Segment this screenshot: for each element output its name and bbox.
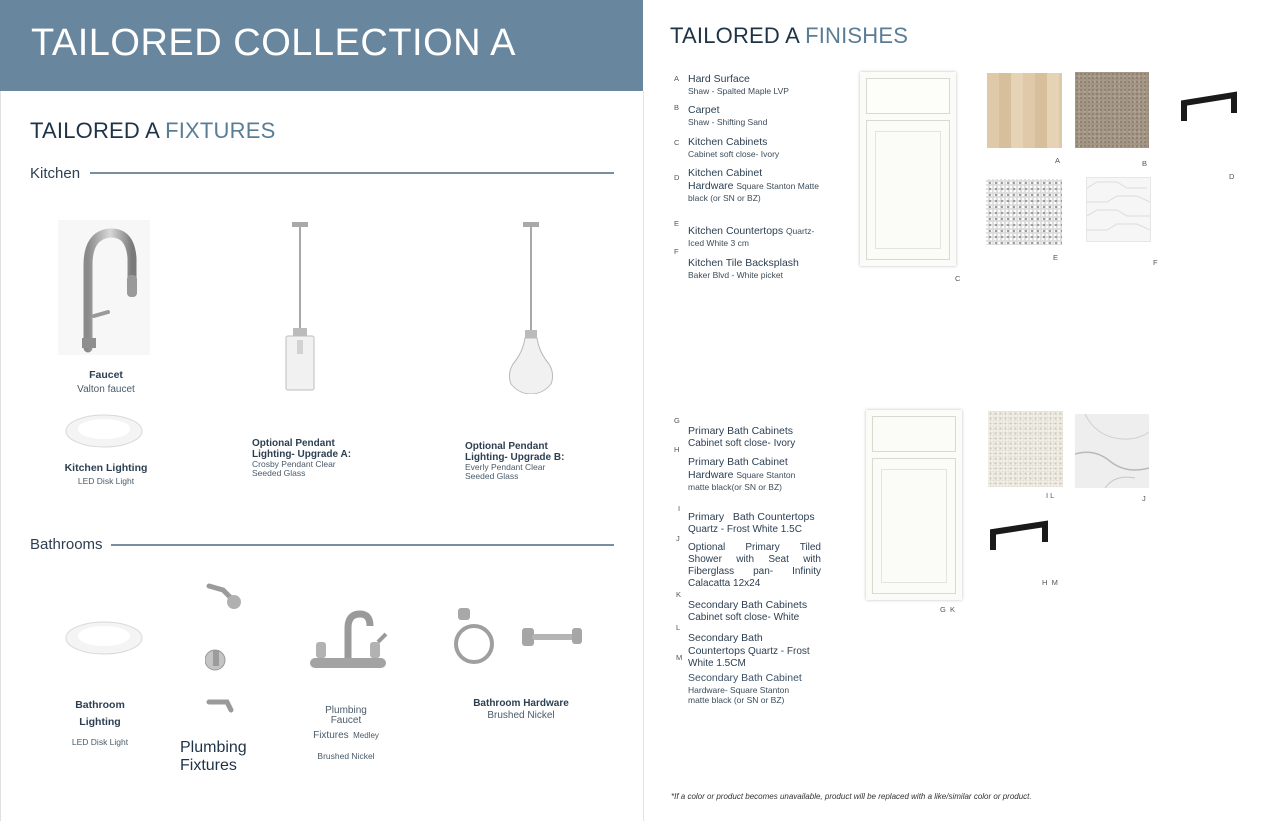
- finish-item-m: Secondary Bath Cabinet Hardware- Square Stanton matte black (or SN or BZ): [688, 672, 802, 705]
- finish-item-j: Optional Primary Tiled Shower with Seat with Fiberglass pan- Infinity Calacatta 12x24: [688, 542, 821, 589]
- swatch-letter-hm: H M: [1042, 578, 1058, 587]
- finish-letter-a: A: [674, 74, 680, 83]
- page-divider: [643, 91, 644, 821]
- bath-cabinet-panel-inner: [881, 469, 947, 583]
- bath-cabinet-door-swatch: [866, 410, 962, 600]
- bath-lighting-caption: Bathroom Lighting LED Disk Light: [71, 699, 129, 747]
- swatch-letter-f: F: [1153, 258, 1158, 267]
- pendant-a-image: [280, 222, 320, 392]
- swatch-letter-gk: G K: [940, 605, 956, 614]
- swatch-letter-j: J: [1142, 494, 1146, 503]
- bath-cabinet-panel-outer: [872, 458, 956, 594]
- primary-countertop-swatch: [988, 411, 1063, 487]
- calacatta-tile-swatch: [1075, 414, 1149, 488]
- faucet-caption: Faucet Valton faucet: [77, 369, 135, 395]
- finish-letter-i: I: [678, 504, 681, 513]
- fixtures-title: TAILORED A FIXTURES: [30, 118, 276, 143]
- cabinet-drawer: [866, 78, 950, 114]
- swatch-letter-il: I L: [1046, 491, 1055, 500]
- disclaimer-note: *If a color or product becomes unavailable, product will be replaced with a like/similar color or product.: [671, 792, 1032, 801]
- bath-hardware-image: [450, 606, 590, 672]
- bath-hardware-caption: Bathroom Hardware Brushed Nickel: [473, 698, 569, 721]
- finish-item-e: Kitchen Countertops Quartz- Iced White 3 cm: [688, 225, 815, 248]
- finish-item-b: Carpet Shaw - Shifting Sand: [688, 104, 768, 127]
- swatch-letter-a: A: [1055, 156, 1061, 165]
- pendant-a-caption: Optional Pendant Lighting- Upgrade A: Crosby Pendant Clear Seeded Glass: [252, 438, 352, 478]
- pendant-b-caption: Optional Pendant Lighting- Upgrade B: Everly Pendant Clear Seeded Glass: [465, 441, 565, 481]
- swatch-letter-d: D: [1229, 172, 1235, 181]
- swatch-letter-e: E: [1053, 253, 1059, 262]
- faucet-image: [58, 220, 150, 355]
- finish-item-a: Hard Surface Shaw - Spalted Maple LVP: [688, 73, 789, 96]
- finish-letter-l: L: [676, 623, 681, 632]
- bath-cabinet-pull-swatch: [988, 518, 1050, 554]
- backsplash-swatch: [1086, 177, 1151, 242]
- finish-item-c: Kitchen Cabinets Cabinet soft close- Ivory: [688, 136, 780, 159]
- kitchen-cabinet-door-swatch: [860, 72, 956, 266]
- page-left-border: [0, 91, 1, 821]
- bathrooms-heading: Bathrooms: [30, 536, 103, 553]
- bath-faucet-caption: Plumbing Faucet Fixtures Medley Brushed Nickel: [313, 705, 379, 761]
- finish-letter-k: K: [676, 590, 682, 599]
- plumbing-fixtures-caption: Plumbing Fixtures: [180, 739, 247, 774]
- kitchen-disk-light-image: [64, 413, 144, 449]
- finish-item-i: Primary Bath Countertops Quartz - Frost White 1.5C: [688, 511, 815, 535]
- kitchen-lighting-caption: Kitchen Lighting LED Disk Light: [64, 462, 148, 486]
- kitchen-rule: [90, 172, 614, 174]
- finish-item-h: Primary Bath Cabinet Hardware Square Stanton matte black(or SN or BZ): [688, 456, 796, 492]
- cabinet-panel-inner: [875, 131, 941, 249]
- finish-letter-h: H: [674, 445, 680, 454]
- swatch-letter-c: C: [955, 274, 961, 283]
- plumbing-fixtures-image: [205, 578, 245, 718]
- bath-faucet-image: [308, 606, 388, 676]
- finish-letter-g: G: [674, 416, 680, 425]
- finish-letter-b: B: [674, 103, 680, 112]
- bath-disk-light-image: [64, 620, 144, 656]
- carpet-swatch: [1075, 72, 1149, 148]
- finish-letter-j: J: [676, 534, 680, 543]
- finish-letter-e: E: [674, 219, 680, 228]
- finish-letter-f: F: [674, 247, 679, 256]
- finish-item-k: Secondary Bath Cabinets Cabinet soft close- White: [688, 599, 808, 623]
- swatch-letter-b: B: [1142, 159, 1148, 168]
- pendant-b-image: [505, 222, 557, 394]
- cabinet-pull-swatch: [1180, 91, 1238, 125]
- finish-item-f: Kitchen Tile Backsplash Baker Blvd - White picket: [688, 257, 799, 280]
- collection-title: TAILORED COLLECTION A: [31, 22, 516, 64]
- finish-item-d: Kitchen Cabinet Hardware Square Stanton Matte black (or SN or BZ): [688, 167, 820, 203]
- finish-letter-m: M: [676, 653, 683, 662]
- kitchen-heading: Kitchen: [30, 165, 81, 182]
- kitchen-countertop-swatch: [986, 179, 1062, 245]
- cabinet-panel-outer: [866, 120, 950, 260]
- finish-item-l: Secondary Bath Countertops Quartz - Frost White 1.5CM: [688, 632, 810, 669]
- finish-letter-d: D: [674, 173, 680, 182]
- hard-surface-swatch: [987, 73, 1062, 148]
- bathrooms-rule: [111, 544, 614, 546]
- finish-letter-c: C: [674, 138, 680, 147]
- finish-item-g: Primary Bath Cabinets Cabinet soft close- Ivory: [688, 425, 796, 449]
- finishes-title: TAILORED A FINISHES: [670, 23, 909, 48]
- bath-cabinet-drawer: [872, 416, 956, 452]
- collection-header: [0, 0, 643, 91]
